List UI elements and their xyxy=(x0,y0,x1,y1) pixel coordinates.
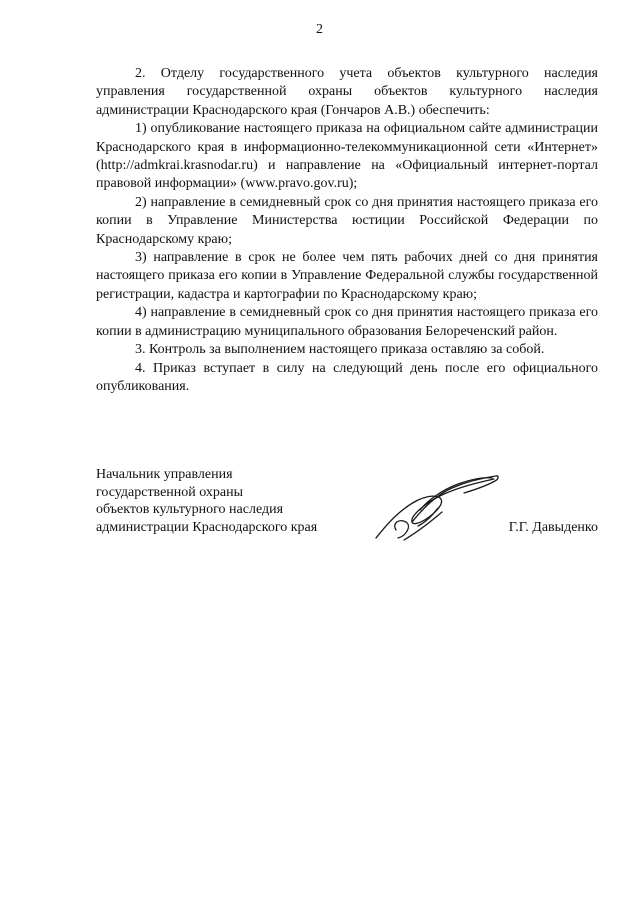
signer-position-line: Начальник управления xyxy=(96,467,233,482)
page-number: 2 xyxy=(316,22,323,37)
paragraph-2-item-1-publication: 1) опубликование настоящего приказа на официальном сайте администрации Краснодарского края в информационно-телекоммуникационной сети «Интернет» (http://admkrai.krasnodar.ru) и направление на «Официальный интернет-портал правовой информации» (www.pravo.gov.ru); xyxy=(96,121,598,192)
paragraph-2-item-4-municipality: 4) направление в семидневный срок со дня принятия настоящего приказа его копии в администрацию муниципального образования Белореченский район. xyxy=(96,305,598,339)
handwritten-signature xyxy=(368,466,508,546)
signature-block xyxy=(96,466,598,546)
order-body xyxy=(96,65,598,396)
signer-position-line: администрации Краснодарского края xyxy=(96,519,318,535)
signer-name: Г.Г. Давыденко xyxy=(508,520,598,535)
signer-position-line: государственной охраны xyxy=(96,484,244,500)
paragraph-2-instruction: 2. Отделу государственного учета объектов культурного наследия управления государственной охраны объектов культурного наследия администрации Краснодарского края (Гончаров А.В.) обеспечить: xyxy=(96,66,598,118)
paragraph-2-item-2-ministry-of-justice: 2) направление в семидневный срок со дня принятия настоящего приказа его копии в Управление Министерства юстиции Российской Федерации по Краснодарскому краю; xyxy=(96,194,598,247)
signer-position xyxy=(96,466,356,536)
paragraph-3-control: 3. Контроль за выполнением настоящего приказа оставляю за собой. xyxy=(135,342,545,358)
paragraph-4-effective-date: 4. Приказ вступает в силу на следующий день после его официального опубликования. xyxy=(96,360,598,394)
paragraph-2-item-3-rosreestr: 3) направление в срок не более чем пять рабочих дней со дня принятия настоящего приказа его копии в Управление Федеральной службы государственной регистрации, кадастра и картографии по Краснодарскому краю; xyxy=(96,250,598,302)
signer-position-line: объектов культурного наследия xyxy=(96,502,284,517)
